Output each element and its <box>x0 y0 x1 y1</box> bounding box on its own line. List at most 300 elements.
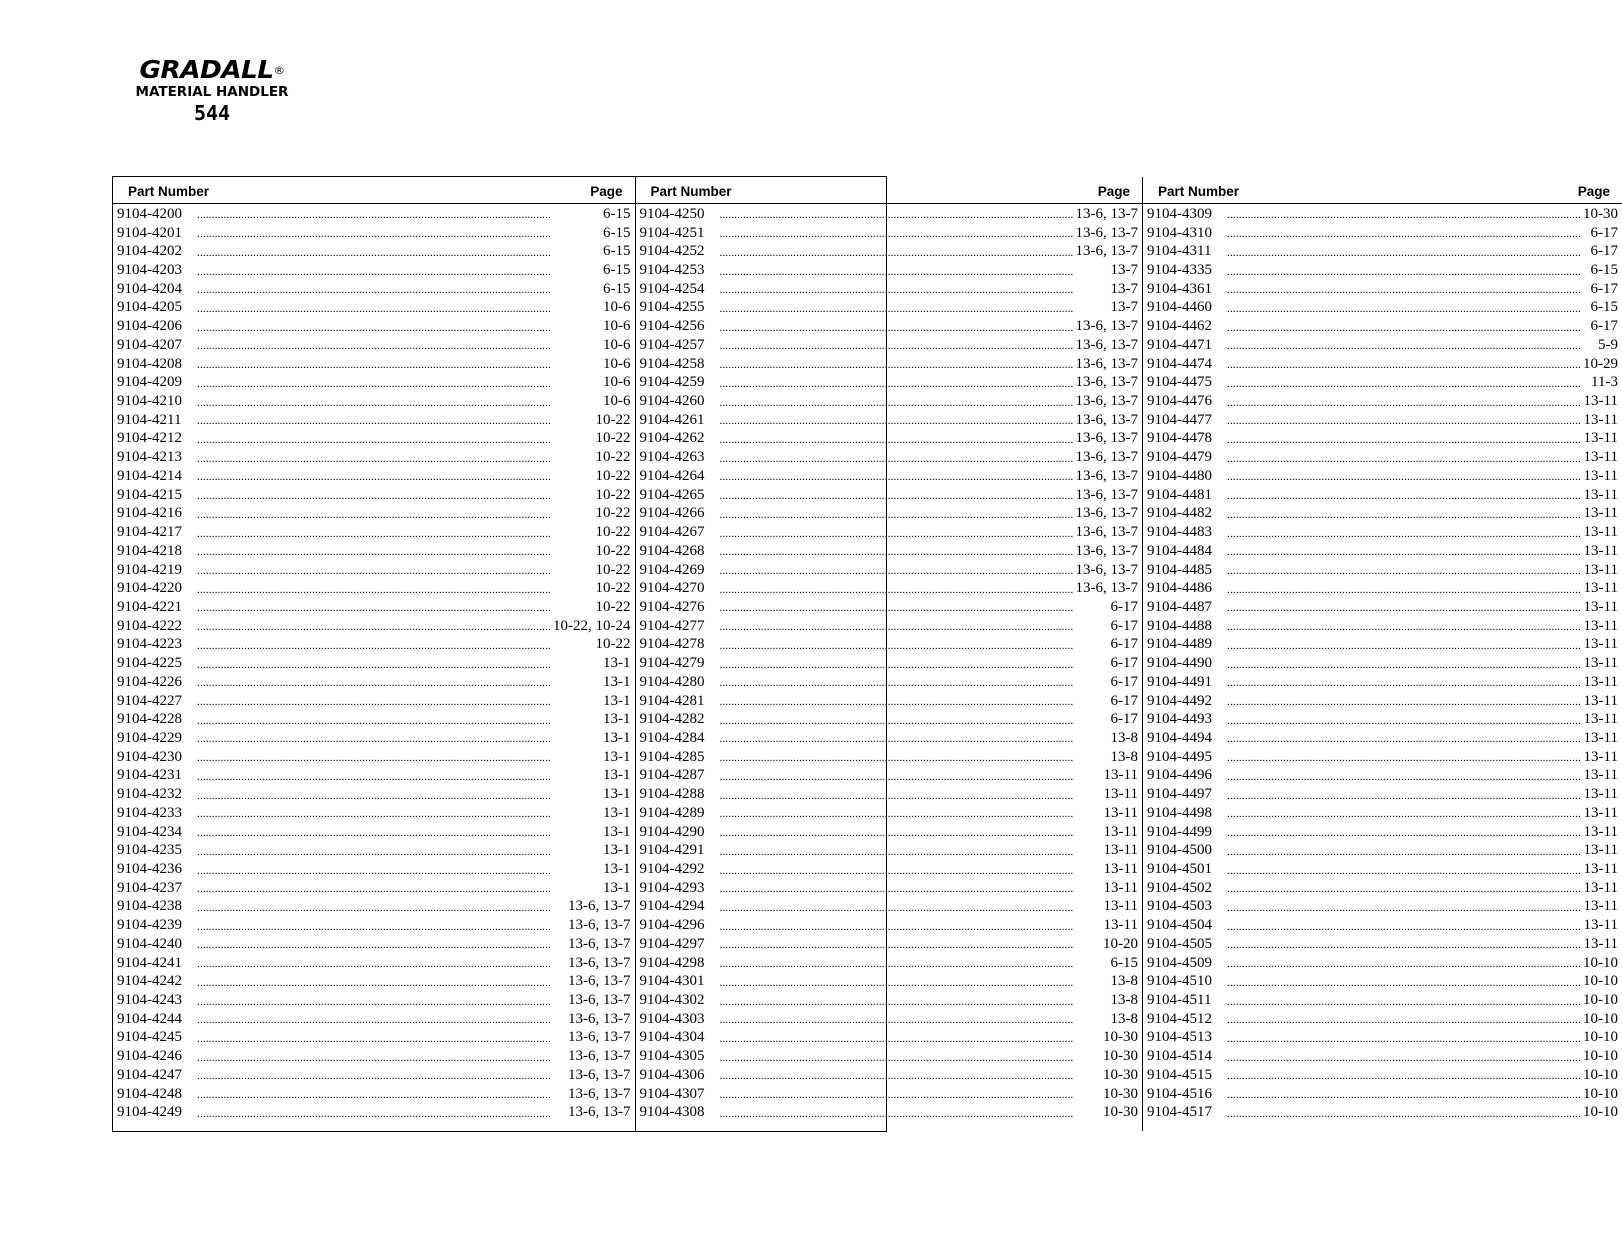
dot-leader <box>197 921 566 933</box>
part-number: 9104-4501 <box>1147 861 1212 878</box>
registered-mark: ® <box>273 64 285 77</box>
table-row <box>113 916 635 935</box>
table-row <box>636 860 1143 879</box>
part-number: 9104-4477 <box>1147 411 1212 428</box>
dot-leader <box>1227 621 1582 633</box>
table-row <box>1143 841 1622 860</box>
part-number: 9104-4230 <box>117 748 182 765</box>
page-reference: 10-30 <box>1103 1048 1138 1065</box>
part-number: 9104-4502 <box>1147 879 1212 896</box>
page-reference: 13-11 <box>1583 767 1618 784</box>
page-reference: 13-8 <box>1110 1010 1138 1027</box>
dot-leader <box>720 247 1074 259</box>
part-number: 9104-4490 <box>1147 655 1212 672</box>
model-number: 544 <box>193 101 231 125</box>
part-number: 9104-4335 <box>1147 262 1212 279</box>
page-reference: 13-1 <box>603 767 631 784</box>
part-number: 9104-4200 <box>117 205 182 222</box>
table-row <box>1143 954 1622 973</box>
part-number: 9104-4211 <box>117 411 182 428</box>
dot-leader <box>720 1070 1102 1082</box>
table-row <box>113 748 635 767</box>
dot-leader <box>197 1052 566 1064</box>
page-reference: 13-11 <box>1583 561 1618 578</box>
part-number: 9104-4268 <box>639 542 705 559</box>
part-number: 9104-4515 <box>1147 1066 1212 1083</box>
table-row <box>1143 486 1622 505</box>
page-reference: 10-20 <box>1103 935 1138 952</box>
gradall-logo <box>112 56 312 124</box>
table-row <box>113 336 635 355</box>
part-number: 9104-4278 <box>639 636 705 653</box>
dot-leader <box>197 771 601 783</box>
page-reference: 13-6, 13-7 <box>568 1066 631 1083</box>
dot-leader <box>197 434 594 446</box>
part-number: 9104-4265 <box>639 486 705 503</box>
table-row <box>636 486 1143 505</box>
page-reference: 13-1 <box>603 842 631 859</box>
table-row <box>1143 317 1622 336</box>
page-reference: 10-22 <box>595 505 631 522</box>
page-reference: 13-11 <box>1583 917 1618 934</box>
table-row <box>113 523 635 542</box>
page-reference: 13-11 <box>1583 823 1618 840</box>
page-reference: 10-10 <box>1583 954 1618 971</box>
page-header: Page <box>1097 183 1130 199</box>
table-row <box>1143 991 1622 1010</box>
table-row <box>636 467 1143 486</box>
page-reference: 13-6, 13-7 <box>1075 243 1138 260</box>
page-reference: 13-11 <box>1583 804 1618 821</box>
part-number: 9104-4238 <box>117 898 182 915</box>
part-number: 9104-4215 <box>117 486 182 503</box>
table-row <box>1143 916 1622 935</box>
table-row <box>1143 860 1622 879</box>
page-reference: 13-11 <box>1583 617 1618 634</box>
part-number: 9104-4308 <box>639 1104 705 1121</box>
table-row <box>113 355 635 374</box>
dot-leader <box>1227 640 1582 652</box>
table-row <box>1143 1104 1622 1123</box>
part-number: 9104-4213 <box>117 449 182 466</box>
dot-leader <box>720 1089 1102 1101</box>
dot-leader <box>720 228 1074 240</box>
page-reference: 10-6 <box>603 336 631 353</box>
page-reference: 13-11 <box>1583 711 1618 728</box>
page-reference: 13-11 <box>1103 861 1138 878</box>
table-row <box>113 1047 635 1066</box>
table-row <box>113 205 635 224</box>
dot-leader <box>1227 1014 1581 1026</box>
dot-leader <box>720 322 1074 334</box>
part-number: 9104-4462 <box>1147 318 1212 335</box>
part-number-header: Part Number <box>1158 183 1240 199</box>
part-number: 9104-4297 <box>639 935 705 952</box>
part-number: 9104-4302 <box>639 992 705 1009</box>
page-reference: 13-6, 13-7 <box>568 898 631 915</box>
page-reference: 10-30 <box>1103 1029 1138 1046</box>
table-row <box>1143 392 1622 411</box>
page-reference: 13-11 <box>1583 692 1618 709</box>
page-reference: 13-11 <box>1103 879 1138 896</box>
page-reference: 10-10 <box>1583 1010 1618 1027</box>
part-number: 9104-4248 <box>117 1085 182 1102</box>
dot-leader <box>720 733 1109 745</box>
page-reference: 13-6, 13-7 <box>568 1085 631 1102</box>
part-number: 9104-4212 <box>117 430 182 447</box>
part-number: 9104-4262 <box>639 430 705 447</box>
part-number: 9104-4232 <box>117 786 182 803</box>
table-row <box>113 411 635 430</box>
dot-leader <box>197 883 601 895</box>
dot-leader <box>720 1014 1109 1026</box>
table-row <box>113 879 635 898</box>
part-number: 9104-4487 <box>1147 598 1212 615</box>
page-reference: 13-6, 13-7 <box>568 917 631 934</box>
page-reference: 13-11 <box>1583 411 1618 428</box>
table-row <box>1143 542 1622 561</box>
table-row <box>636 430 1143 449</box>
page-reference: 13-6, 13-7 <box>568 1010 631 1027</box>
page-reference: 6-17 <box>1110 692 1138 709</box>
table-row <box>113 373 635 392</box>
dot-leader <box>1227 958 1581 970</box>
page-reference: 13-6, 13-7 <box>1075 393 1138 410</box>
table-row <box>113 673 635 692</box>
dot-leader <box>1227 602 1582 614</box>
page-reference: 13-11 <box>1583 486 1618 503</box>
dot-leader <box>720 266 1109 278</box>
part-number: 9104-4221 <box>117 598 182 615</box>
page-reference: 13-11 <box>1103 917 1138 934</box>
part-number: 9104-4227 <box>117 692 182 709</box>
page-reference: 13-11 <box>1583 673 1618 690</box>
page-reference: 6-15 <box>603 224 631 241</box>
part-number: 9104-4244 <box>117 1010 182 1027</box>
part-number: 9104-4512 <box>1147 1010 1212 1027</box>
dot-leader <box>1227 397 1582 409</box>
dot-leader <box>197 340 601 352</box>
page-reference: 13-11 <box>1103 842 1138 859</box>
table-row <box>1143 336 1622 355</box>
page-reference: 10-10 <box>1583 992 1618 1009</box>
part-number: 9104-4494 <box>1147 729 1212 746</box>
part-number: 9104-4290 <box>639 823 705 840</box>
part-number: 9104-4479 <box>1147 449 1212 466</box>
table-row <box>1143 935 1622 954</box>
table-row <box>113 898 635 917</box>
page-reference: 13-11 <box>1583 861 1618 878</box>
table-row <box>1143 205 1622 224</box>
table-row <box>636 710 1143 729</box>
table-row <box>113 991 635 1010</box>
page-reference: 6-17 <box>1110 655 1138 672</box>
page-reference: 13-11 <box>1583 524 1618 541</box>
page-reference: 13-6, 13-7 <box>1075 524 1138 541</box>
dot-leader <box>1227 490 1582 502</box>
table-row <box>113 710 635 729</box>
page-reference: 10-30 <box>1103 1085 1138 1102</box>
part-number: 9104-4261 <box>639 411 705 428</box>
page-reference: 13-1 <box>603 729 631 746</box>
table-row <box>636 785 1143 804</box>
page-reference: 13-6, 13-7 <box>1075 224 1138 241</box>
dot-leader <box>1227 846 1582 858</box>
page-reference: 13-11 <box>1583 879 1618 896</box>
dot-leader <box>1227 1108 1581 1120</box>
part-number: 9104-4474 <box>1147 355 1212 372</box>
part-number: 9104-4298 <box>639 954 705 971</box>
page-reference: 13-6, 13-7 <box>568 1048 631 1065</box>
page-reference: 13-7 <box>1110 262 1138 279</box>
table-row <box>113 224 635 243</box>
page-reference: 11-3 <box>1591 374 1618 391</box>
part-number: 9104-4246 <box>117 1048 182 1065</box>
part-number: 9104-4225 <box>117 655 182 672</box>
part-number: 9104-4291 <box>639 842 705 859</box>
part-number: 9104-4219 <box>117 561 182 578</box>
dot-leader <box>1227 303 1589 315</box>
page-reference: 13-6, 13-7 <box>568 1029 631 1046</box>
page-reference: 10-30 <box>1103 1066 1138 1083</box>
part-number: 9104-4503 <box>1147 898 1212 915</box>
brand-name: GRADALL® <box>139 55 285 84</box>
table-row <box>113 841 635 860</box>
page-reference: 13-11 <box>1583 935 1618 952</box>
logo-subtitle: MATERIAL HANDLER <box>135 84 289 100</box>
dot-leader <box>1227 752 1582 764</box>
part-number: 9104-4257 <box>639 336 705 353</box>
part-number: 9104-4511 <box>1147 992 1212 1009</box>
table-row <box>1143 1085 1622 1104</box>
part-number: 9104-4499 <box>1147 823 1212 840</box>
page-reference: 10-6 <box>603 393 631 410</box>
table-row <box>1143 430 1622 449</box>
part-number: 9104-4304 <box>639 1029 705 1046</box>
page-reference: 10-22 <box>595 449 631 466</box>
part-number: 9104-4516 <box>1147 1085 1212 1102</box>
table-row <box>636 598 1143 617</box>
page-reference: 10-10 <box>1583 1029 1618 1046</box>
part-number: 9104-4237 <box>117 879 182 896</box>
dot-leader <box>720 790 1102 802</box>
part-number: 9104-4285 <box>639 748 705 765</box>
dot-leader <box>197 584 594 596</box>
part-number: 9104-4309 <box>1147 205 1212 222</box>
dot-leader <box>197 659 601 671</box>
part-number: 9104-4243 <box>117 992 182 1009</box>
table-row <box>1143 561 1622 580</box>
page-reference: 6-15 <box>603 262 631 279</box>
table-row <box>636 373 1143 392</box>
page-reference: 6-15 <box>603 243 631 260</box>
table-row <box>113 430 635 449</box>
page-reference: 10-6 <box>603 299 631 316</box>
dot-leader <box>1227 284 1589 296</box>
table-row <box>636 654 1143 673</box>
page-reference: 10-10 <box>1583 1048 1618 1065</box>
table-row <box>636 673 1143 692</box>
part-number: 9104-4486 <box>1147 580 1212 597</box>
table-row <box>113 823 635 842</box>
table-row <box>113 561 635 580</box>
table-row <box>113 261 635 280</box>
table-row <box>113 299 635 318</box>
part-number: 9104-4493 <box>1147 711 1212 728</box>
page-reference: 6-17 <box>1110 711 1138 728</box>
table-row <box>113 542 635 561</box>
dot-leader <box>197 1070 566 1082</box>
part-number: 9104-4292 <box>639 861 705 878</box>
dot-leader <box>1227 715 1582 727</box>
part-number: 9104-4289 <box>639 804 705 821</box>
part-number: 9104-4475 <box>1147 374 1212 391</box>
dot-leader <box>197 1089 566 1101</box>
dot-leader <box>1227 1052 1581 1064</box>
part-number: 9104-4220 <box>117 580 182 597</box>
table-row <box>636 1104 1143 1123</box>
page-reference: 13-6, 13-7 <box>1075 336 1138 353</box>
part-number: 9104-4288 <box>639 786 705 803</box>
table-row <box>636 972 1143 991</box>
dot-leader <box>1227 209 1581 221</box>
page-reference: 10-30 <box>1103 1104 1138 1121</box>
page-reference: 13-1 <box>603 748 631 765</box>
page-reference: 13-1 <box>603 673 631 690</box>
page-reference: 13-6, 13-7 <box>568 1104 631 1121</box>
dot-leader <box>1227 977 1581 989</box>
table-row <box>113 954 635 973</box>
dot-leader <box>1227 340 1596 352</box>
dot-leader <box>197 827 601 839</box>
dot-leader <box>1227 247 1589 259</box>
part-number: 9104-4513 <box>1147 1029 1212 1046</box>
page-reference: 13-1 <box>603 823 631 840</box>
dot-leader <box>197 958 566 970</box>
table-row <box>636 317 1143 336</box>
part-number-header: Part Number <box>650 183 732 199</box>
dot-leader <box>720 209 1074 221</box>
dot-leader <box>197 322 601 334</box>
table-row <box>636 224 1143 243</box>
table-row <box>1143 654 1622 673</box>
table-row <box>1143 261 1622 280</box>
part-number: 9104-4303 <box>639 1010 705 1027</box>
table-row <box>1143 523 1622 542</box>
table-row <box>113 505 635 524</box>
page-reference: 10-22 <box>595 486 631 503</box>
part-number: 9104-4251 <box>639 224 705 241</box>
dot-leader <box>720 846 1102 858</box>
page-reference: 6-15 <box>603 280 631 297</box>
part-number: 9104-4497 <box>1147 786 1212 803</box>
table-row <box>1143 767 1622 786</box>
page-reference: 13-11 <box>1583 467 1618 484</box>
table-row <box>1143 1047 1622 1066</box>
part-number: 9104-4253 <box>639 262 705 279</box>
table-row <box>636 355 1143 374</box>
dot-leader <box>720 397 1074 409</box>
dot-leader <box>197 715 601 727</box>
part-number: 9104-4284 <box>639 729 705 746</box>
table-row <box>1143 280 1622 299</box>
dot-leader <box>720 490 1074 502</box>
dot-leader <box>197 397 601 409</box>
page-reference: 13-6, 13-7 <box>568 954 631 971</box>
dot-leader <box>720 415 1074 427</box>
dot-leader <box>197 865 601 877</box>
part-number: 9104-4249 <box>117 1104 182 1121</box>
part-number: 9104-4269 <box>639 561 705 578</box>
dot-leader <box>1227 528 1582 540</box>
table-row <box>636 935 1143 954</box>
page-reference: 13-11 <box>1583 748 1618 765</box>
part-number: 9104-4509 <box>1147 954 1212 971</box>
part-number: 9104-4505 <box>1147 935 1212 952</box>
page-reference: 13-6, 13-7 <box>1075 580 1138 597</box>
dot-leader <box>720 752 1109 764</box>
table-row <box>636 636 1143 655</box>
page-reference: 13-6, 13-7 <box>1075 411 1138 428</box>
part-number: 9104-4277 <box>639 617 705 634</box>
dot-leader <box>197 284 601 296</box>
table-row <box>636 261 1143 280</box>
dot-leader <box>720 865 1102 877</box>
dot-leader <box>720 659 1109 671</box>
part-number: 9104-4485 <box>1147 561 1212 578</box>
dot-leader <box>197 1033 566 1045</box>
dot-leader <box>720 509 1074 521</box>
table-row <box>636 991 1143 1010</box>
page-reference: 13-6, 13-7 <box>568 973 631 990</box>
dot-leader <box>720 958 1109 970</box>
table-row <box>113 1029 635 1048</box>
part-number: 9104-4481 <box>1147 486 1212 503</box>
dot-leader <box>1227 565 1582 577</box>
parts-index-table <box>112 176 1618 1132</box>
table-row <box>113 1104 635 1123</box>
dot-leader <box>720 471 1074 483</box>
dot-leader <box>1227 322 1589 334</box>
page-reference: 13-11 <box>1583 729 1618 746</box>
dot-leader <box>720 434 1074 446</box>
page-reference: 10-6 <box>603 355 631 372</box>
table-row <box>636 729 1143 748</box>
dot-leader <box>1227 902 1582 914</box>
table-row <box>636 879 1143 898</box>
dot-leader <box>1227 827 1582 839</box>
table-row <box>1143 579 1622 598</box>
table-row <box>636 299 1143 318</box>
table-row <box>636 505 1143 524</box>
page-reference: 6-15 <box>1590 299 1618 316</box>
table-row <box>636 448 1143 467</box>
page-reference: 10-10 <box>1583 1085 1618 1102</box>
dot-leader <box>720 677 1109 689</box>
table-row <box>1143 224 1622 243</box>
part-number: 9104-4235 <box>117 842 182 859</box>
dot-leader <box>197 752 601 764</box>
part-number: 9104-4206 <box>117 318 182 335</box>
part-number: 9104-4517 <box>1147 1104 1212 1121</box>
dot-leader <box>1227 228 1589 240</box>
table-row <box>1143 355 1622 374</box>
dot-leader <box>1227 883 1582 895</box>
dot-leader <box>1227 1070 1581 1082</box>
dot-leader <box>197 996 566 1008</box>
table-row <box>113 392 635 411</box>
page-reference: 13-7 <box>1110 299 1138 316</box>
